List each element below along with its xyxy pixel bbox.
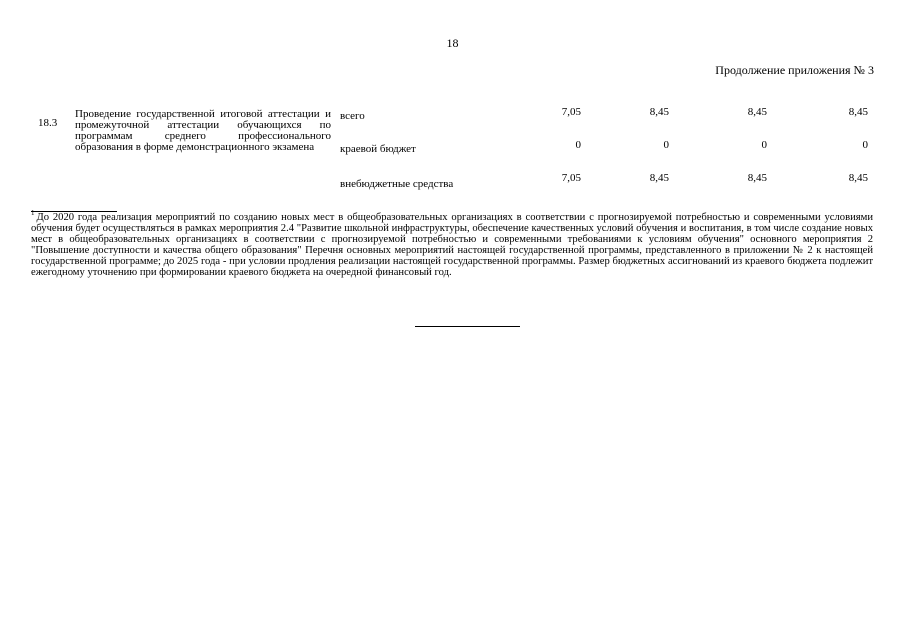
- value-cell: 0: [575, 139, 581, 151]
- value-cell: 8,45: [649, 106, 669, 118]
- value-cell: 7,05: [561, 106, 581, 118]
- page-number: 18: [446, 36, 459, 50]
- row-description: Проведение государственной итоговой аттестации и промежуточной аттестации обучающихся по программам среднего профессионального образования в форме демонстрационного экзамена: [75, 108, 331, 153]
- value-cell: 8,45: [747, 106, 767, 118]
- value-cell: 8,45: [649, 172, 669, 184]
- value-cell: 8,45: [747, 172, 767, 184]
- value-cell: 8,45: [848, 106, 868, 118]
- value-cell: 8,45: [848, 172, 868, 184]
- value-cell: 0: [862, 139, 868, 151]
- continuation-heading: Продолжение приложения № 3: [715, 63, 874, 77]
- value-cell: 7,05: [561, 172, 581, 184]
- row-number: 18.3: [38, 117, 58, 129]
- funding-source-total: всего: [340, 110, 365, 122]
- footnote: [31, 209, 873, 278]
- funding-source-regional-budget: краевой бюджет: [340, 143, 416, 155]
- value-cell: 0: [663, 139, 669, 151]
- footnote-text: До 2020 года реализация мероприятий по созданию новых мест в общеобразовательных организациях в соответствии с прогнозируемой потребностью и современными условиями обучения будет осуществляться в рамках мероприятия 2.4 "Развитие школьной инфраструктуры, обеспечение качественных условий обучения и воспитания, в том числе создание новых мест в общеобразовательных организациях в соответствии с прогнозируемой потребностью и современными требованиями к условиям обучения" основного мероприятия 2 "Повышение доступности и качества общего образования" Перечня основных мероприятий настоящей государственной программы, представленного в приложении № 2 к настоящей государственной программе; до 2025 года - при условии продления реализации настоящей государственной программы. Размер бюджетных ассигнований из краевого бюджета подлежит ежегодному уточнению при формировании краевого бюджета на очередной финансовый год.: [31, 212, 873, 278]
- footnote-mark: 1: [31, 209, 35, 218]
- value-cell: 0: [761, 139, 767, 151]
- end-rule: [415, 326, 520, 327]
- funding-source-extrabudgetary: внебюджетные средства: [340, 178, 454, 190]
